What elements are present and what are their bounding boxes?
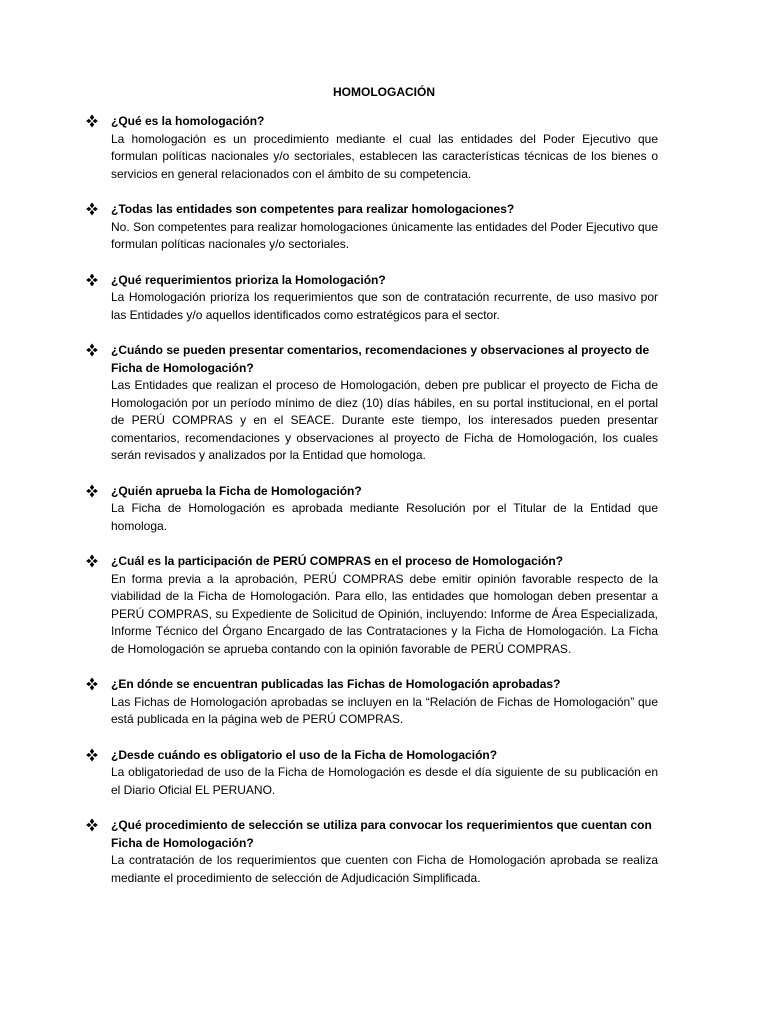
diamond-bullet-icon — [86, 554, 98, 568]
answer-text: No. Son competentes para realizar homologaciones únicamente las entidades del Poder Ejecutivo que formulan políticas nacionales y/o sectoriales. — [111, 219, 658, 251]
document-title: HOMOLOGACIÓN — [333, 85, 435, 99]
qa-item — [0, 113, 768, 183]
answer-text: La Ficha de Homologación es aprobada mediante Resolución por el Titular de la Entidad que homologa. — [111, 501, 658, 533]
answer-text: La homologación es un procedimiento mediante el cual las entidades del Poder Ejecutivo que formulan políticas nacionales y/o sectoriales, establecen las características técnicas de los bienes o servicios en general relacionados con el ámbito de su competencia. — [111, 131, 658, 181]
qa-item — [0, 272, 768, 325]
qa-item — [0, 747, 768, 800]
qa-item — [0, 676, 768, 729]
qa-item — [0, 201, 768, 254]
question-text: ¿Quién aprueba la Ficha de Homologación? — [111, 483, 362, 498]
qa-item — [0, 553, 768, 658]
answer-text: Las Fichas de Homologación aprobadas se incluyen en la “Relación de Fichas de Homologación” que está publicada en la página web de PERÚ COMPRAS. — [111, 694, 658, 726]
answer-text: Las Entidades que realizan el proceso de Homologación, deben pre publicar el proyecto de Ficha de Homologación por un período mínimo de diez (10) días hábiles, en su portal institucional, en el portal de PERÚ COMPRAS y en el SEACE. Durante este tiempo, los interesados pueden presentar comentarios, recomendaciones y observaciones al proyecto de Ficha de Homologación, los cuales serán revisados y analizados por la Entidad que homologa. — [111, 378, 658, 462]
diamond-bullet-icon — [86, 484, 98, 498]
diamond-bullet-icon — [86, 748, 98, 762]
diamond-bullet-icon — [86, 818, 98, 832]
question-text: ¿Todas las entidades son competentes para realizar homologaciones? — [111, 202, 515, 216]
diamond-bullet-icon — [86, 202, 98, 216]
diamond-bullet-icon — [86, 343, 98, 357]
answer-text: La contratación de los requerimientos que cuenten con Ficha de Homologación aprobada se realiza mediante el procedimiento de selección de Adjudicación Simplificada. — [111, 853, 658, 885]
qa-item — [0, 483, 768, 536]
diamond-bullet-icon — [86, 677, 98, 691]
qa-list — [0, 113, 768, 905]
question-text: ¿Qué procedimiento de selección se utiliza para convocar los requerimientos que cuentan con Ficha de Homologación? — [111, 818, 652, 850]
diamond-bullet-icon — [86, 273, 98, 287]
qa-item — [0, 342, 768, 465]
answer-text: La obligatoriedad de uso de la Ficha de Homologación es desde el día siguiente de su publicación en el Diario Oficial EL PERUANO. — [111, 765, 658, 797]
question-text: ¿Desde cuándo es obligatorio el uso de la Ficha de Homologación? — [111, 747, 498, 762]
answer-text: La Homologación prioriza los requerimientos que son de contratación recurrente, de uso masivo por las Entidades y/o aquellos identificados como estratégicos para el sector. — [111, 290, 658, 322]
answer-text: En forma previa a la aprobación, PERÚ COMPRAS debe emitir opinión favorable respecto de la viabilidad de la Ficha de Homologación. Para ello, las entidades que homologan deben presentar a PERÚ COMPRAS, su Expediente de Solicitud de Opinión, incluyendo: Informe de Área Especializada, Informe Técnico del Órgano Encargado de las Contrataciones y la Ficha de Homologación. La Ficha de Homologación se aprueba contando con la opinión favorable de PERÚ COMPRAS. — [111, 571, 658, 656]
question-text: ¿Qué requerimientos prioriza la Homologación? — [111, 272, 386, 287]
question-text: ¿Cuál es la participación de PERÚ COMPRAS en el proceso de Homologación? — [111, 554, 564, 568]
question-text: ¿En dónde se encuentran publicadas las Fichas de Homologación aprobadas? — [111, 677, 561, 691]
question-text: ¿Cuándo se pueden presentar comentarios, recomendaciones y observaciones al proyecto de Ficha de Homologación? — [111, 343, 650, 375]
qa-item — [0, 817, 768, 887]
diamond-bullet-icon — [86, 114, 98, 128]
question-text: ¿Qué es la homologación? — [111, 114, 265, 128]
